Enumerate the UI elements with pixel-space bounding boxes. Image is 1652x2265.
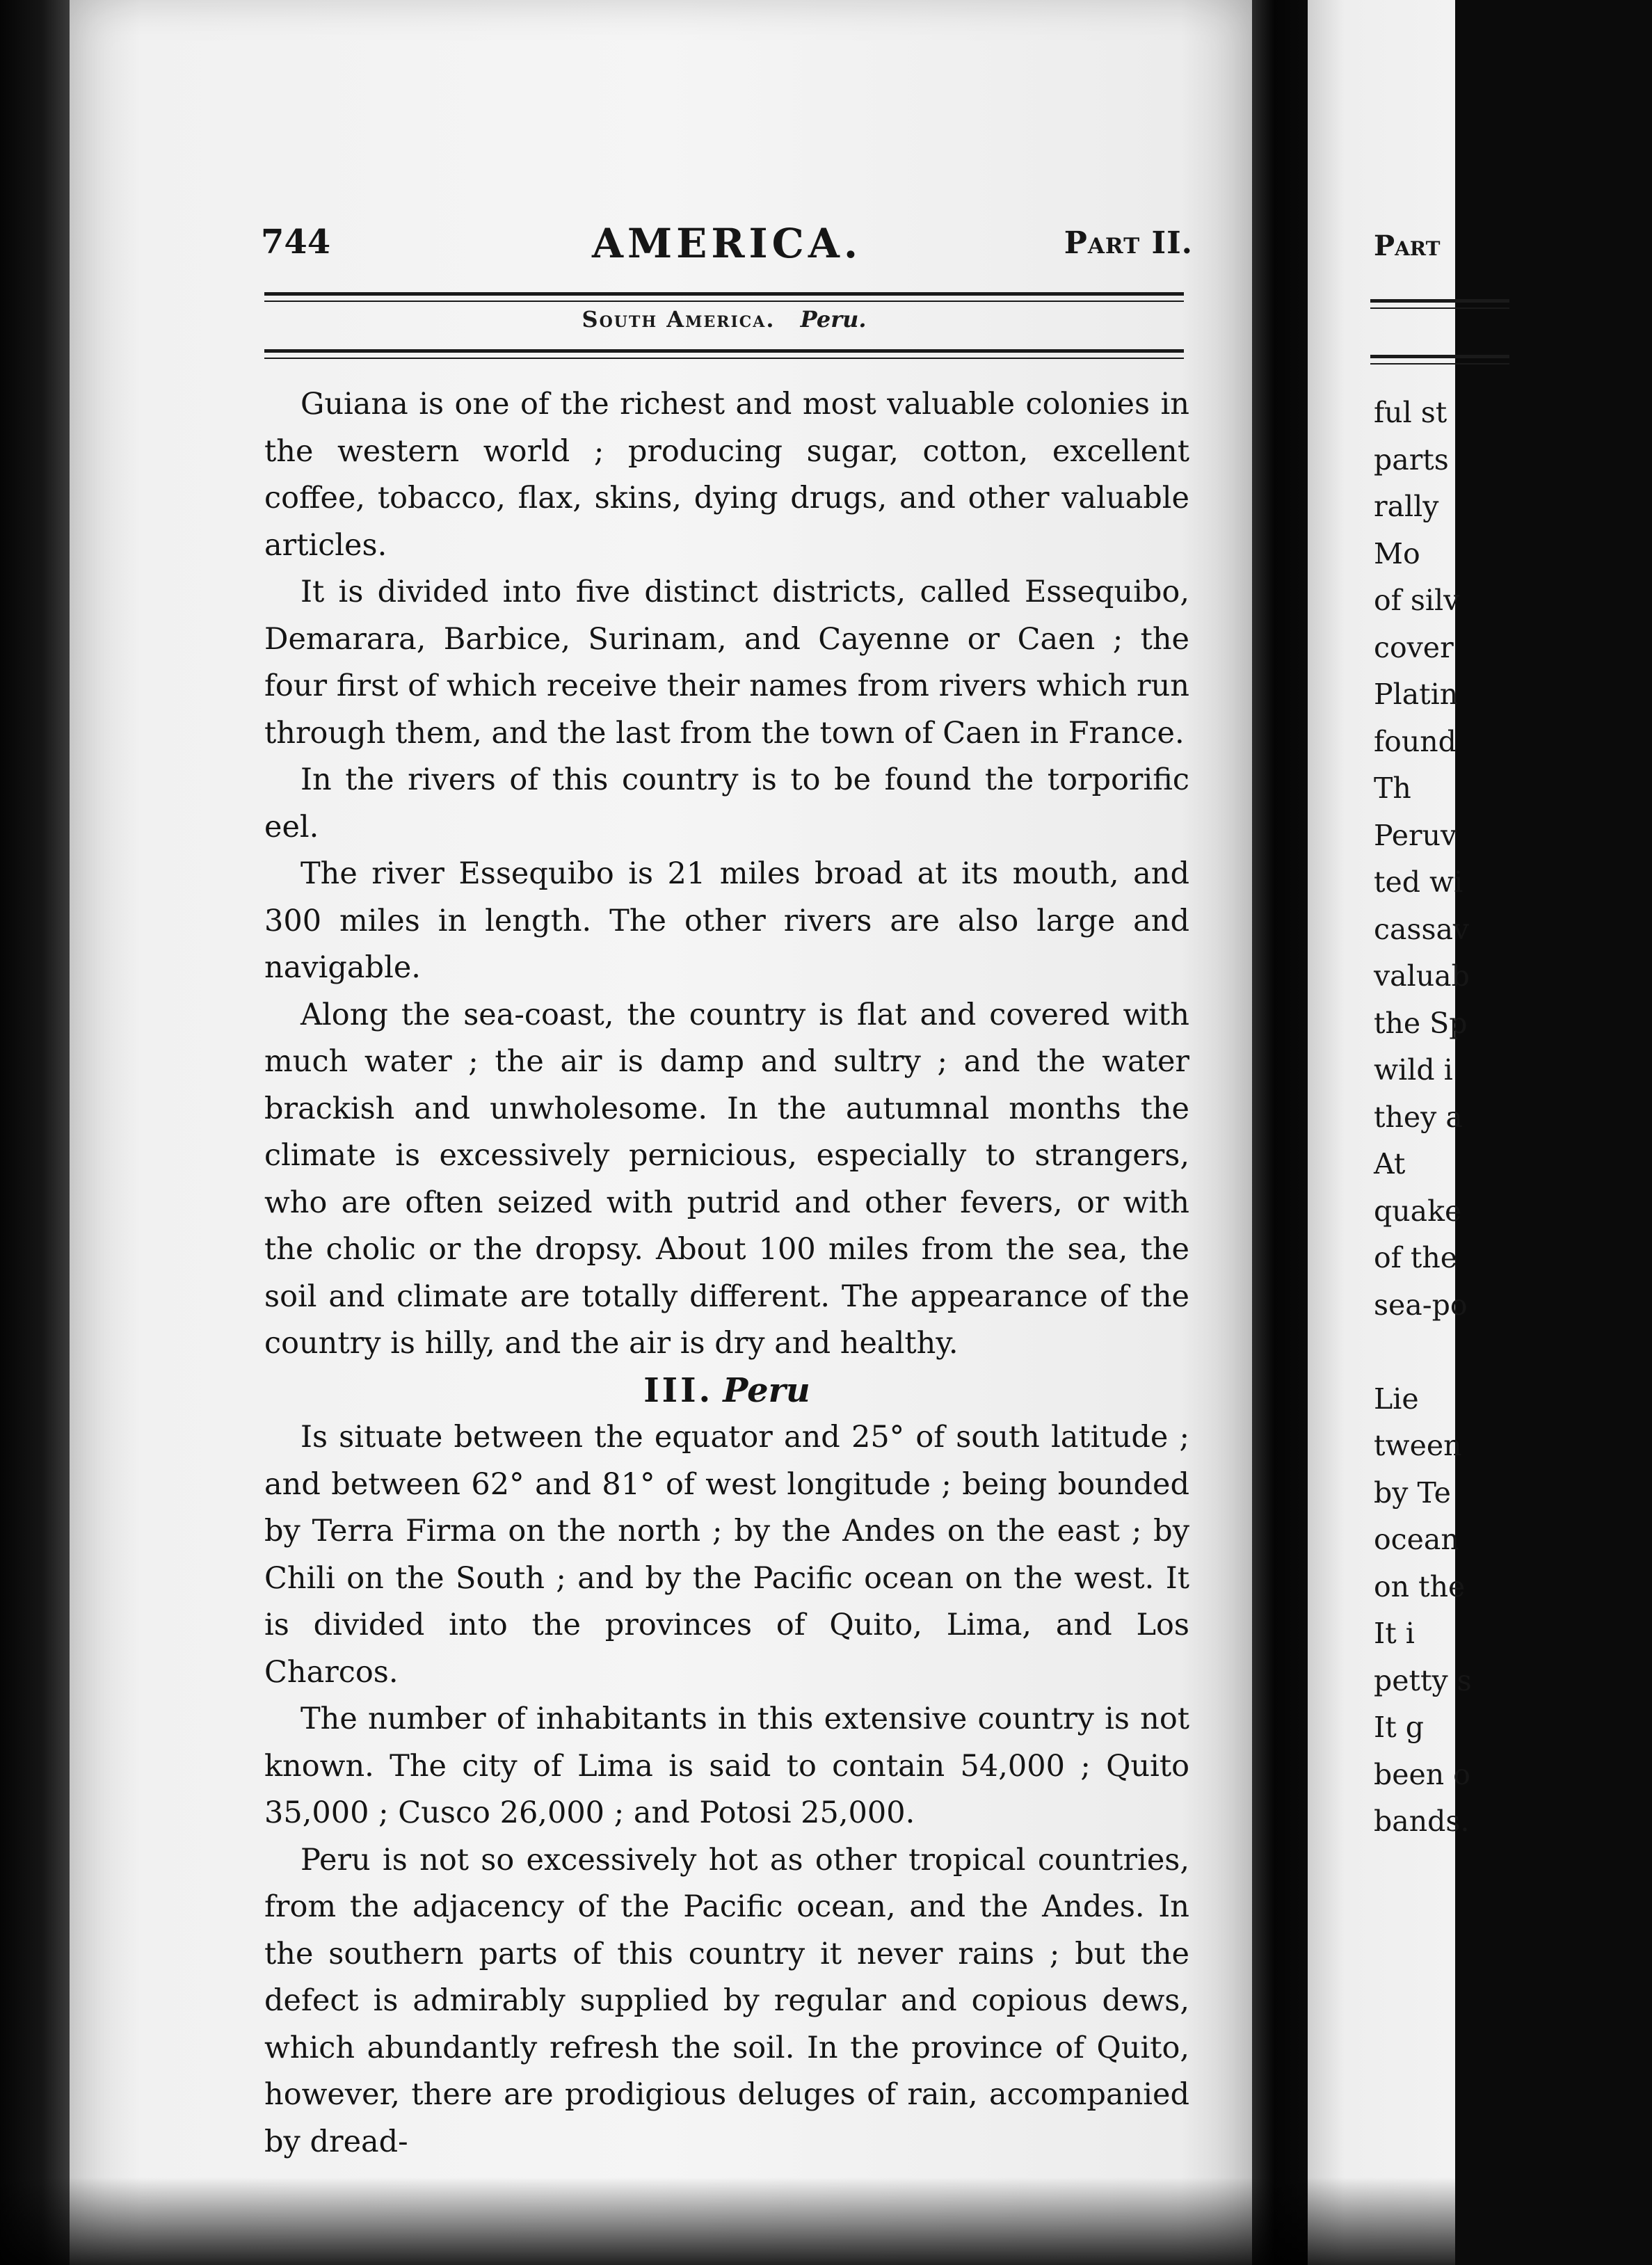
subsection-number: III. xyxy=(643,1370,714,1410)
paragraph-guiana-products: Guiana is one of the richest and most valuable colonies in the western world ; producing sugar, cotton, excellent coffee, tobacco, flax, skins, dying drugs, and other valuable articles. xyxy=(264,387,1189,563)
scan-left-margin xyxy=(0,0,70,2265)
right-page-line: sea-po xyxy=(1374,1288,1468,1322)
right-page-line: ful st xyxy=(1374,396,1447,429)
paragraph-peru-climate: Peru is not so excessively hot as other tropical countries, from the adjacency of the Pacific ocean, and the Andes. In the southern parts of this country it never rains ; but the defect is admirably supplied by regular and copious dews, which abundantly refresh the soil. In the province of Quito, however, there are prodigious deluges of rain, accompanied by dread- xyxy=(264,1842,1189,2159)
right-page-line: Peruv xyxy=(1374,818,1457,852)
right-page-line: Platin xyxy=(1374,678,1459,711)
right-page-line: been o xyxy=(1374,1757,1470,1791)
paragraph-guiana-rivers: The river Essequibo is 21 miles broad at its mouth, and 300 miles in length. The other rivers are also large and navigable. xyxy=(264,856,1189,985)
right-page-line: cassav xyxy=(1374,912,1470,946)
body-text xyxy=(264,381,1189,2166)
running-title: AMERICA. xyxy=(591,220,863,267)
header-rule-bottom xyxy=(264,349,1184,359)
right-page-text xyxy=(1374,390,1652,1846)
right-page-line: the Sp xyxy=(1374,1006,1468,1040)
right-page-line: tween xyxy=(1374,1429,1462,1462)
right-page-line: Lie xyxy=(1374,1382,1419,1416)
right-page-line: of silv xyxy=(1374,584,1460,617)
right-page-line: quake xyxy=(1374,1194,1462,1228)
right-header-rule-top xyxy=(1370,299,1509,309)
right-page-line: ocean xyxy=(1374,1523,1459,1556)
right-page-line: of the xyxy=(1374,1241,1458,1274)
paragraph-peru-situation: Is situate between the equator and 25° of south latitude ; and between 62° and 81° of west longitude ; being bounded by Terra Firma on the north ; by the Andes on the east ; by Chili on the South ; and by the Pacific ocean on the west. It is divided into the provinces of Quito, Lima, and Los Charcos. xyxy=(264,1420,1189,1690)
right-page-line: on the xyxy=(1374,1569,1466,1603)
page-number: 744 xyxy=(261,223,331,262)
right-page-line: Th xyxy=(1374,771,1411,805)
right-page-line: parts xyxy=(1374,442,1449,477)
subsection-heading xyxy=(264,1368,1189,1415)
right-page-line xyxy=(1374,1329,1652,1376)
page-gutter xyxy=(1252,0,1308,2265)
right-page-line: they a xyxy=(1374,1100,1463,1134)
right-page-line: It i xyxy=(1374,1617,1415,1650)
paragraph-guiana-eel: In the rivers of this country is to be found the torporific eel. xyxy=(264,762,1189,845)
right-page-line: ted wi xyxy=(1374,865,1463,899)
right-header-rule-bottom xyxy=(1370,355,1509,365)
section-region: South America. xyxy=(582,306,776,333)
section-head xyxy=(264,306,1184,333)
part-label: Part II. xyxy=(1064,225,1193,261)
right-page-line: cover xyxy=(1374,630,1454,664)
right-page-line: wild i xyxy=(1374,1053,1453,1087)
scan-bottom-shadow xyxy=(0,2177,1455,2265)
right-page-line: bands. xyxy=(1374,1804,1470,1838)
running-head xyxy=(261,220,1193,278)
paragraph-guiana-climate: Along the sea-coast, the country is flat and covered with much water ; the air is damp and sultry ; and the water brackish and unwholesome. In the autumnal months the climate is excessively pernicious, especially to strangers, who are often seized with putrid and other fevers, or with the cholic or the dropsy. About 100 miles from the sea, the soil and climate are totally different. The appearance of the country is hilly, and the air is dry and healthy. xyxy=(264,997,1189,1361)
right-page-line: petty s xyxy=(1374,1663,1472,1697)
right-running-head: Part xyxy=(1374,230,1441,262)
header-rule-top xyxy=(264,292,1184,302)
right-page-line: rally xyxy=(1374,490,1439,523)
right-page-line: found xyxy=(1374,724,1457,758)
subsection-title: Peru xyxy=(723,1370,810,1410)
paragraph-guiana-districts: It is divided into five distinct districts, called Essequibo, Demarara, Barbice, Surinam, and Cayenne or Caen ; the four first of which receive their names from rivers which run through them, and the last from the town of Caen in France. xyxy=(264,575,1189,751)
right-page-line: It g xyxy=(1374,1711,1424,1744)
right-page-line: by Te xyxy=(1374,1475,1451,1510)
right-page-line: valuab xyxy=(1374,959,1470,993)
right-page-line: At xyxy=(1374,1147,1406,1180)
book-page-right xyxy=(1308,0,1472,2265)
paragraph-peru-population: The number of inhabitants in this extensive country is not known. The city of Lima is said to contain 54,000 ; Quito 35,000 ; Cusco 26,000 ; and Potosi 25,000. xyxy=(264,1702,1189,1830)
right-page-line: Mo xyxy=(1374,536,1420,570)
section-country: Peru. xyxy=(800,306,867,333)
